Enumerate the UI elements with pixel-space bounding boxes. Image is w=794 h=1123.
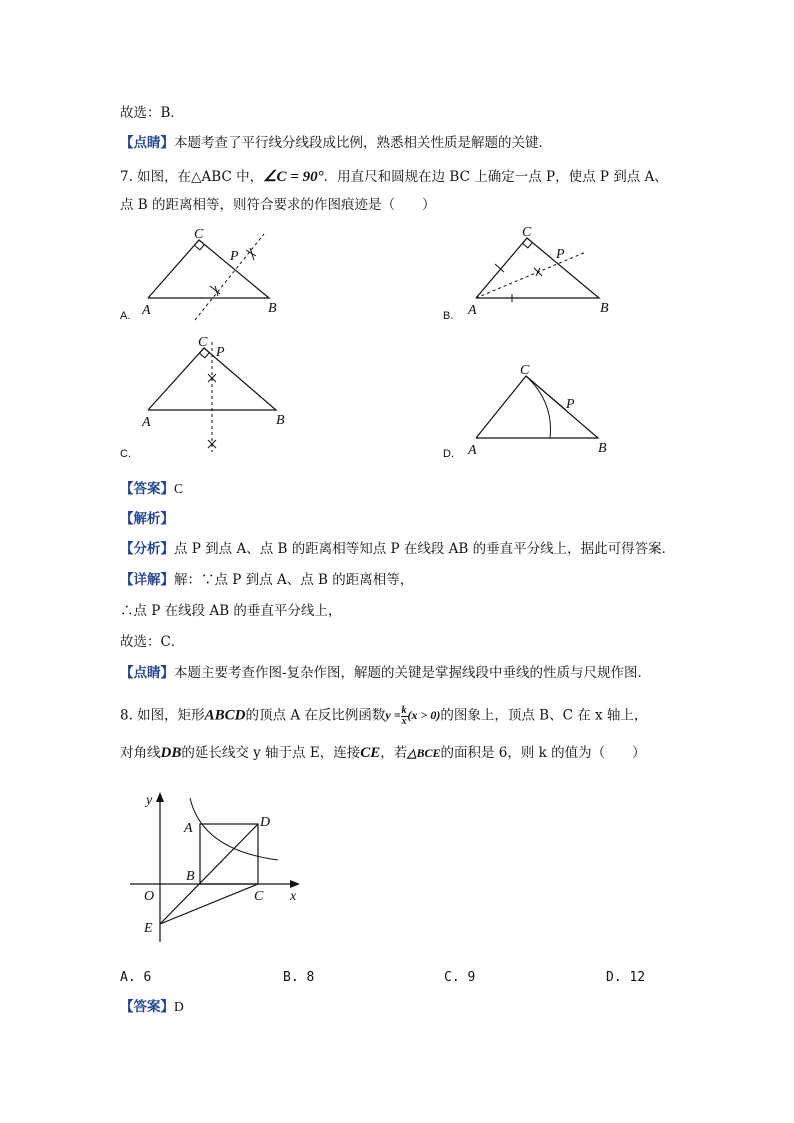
fig-c-label-a: A: [142, 415, 151, 430]
q8-label-b: B: [186, 869, 195, 884]
q8-choice-a: A. 6: [120, 970, 152, 985]
q8-label-y: y: [146, 793, 153, 808]
q7-option-c: C.: [120, 448, 131, 460]
q8-stem-line2: 对角线DB的延长线交 y 轴于点 E，连接CE，若△BCE的面积是 6，则 k 的值为（ ）: [120, 745, 646, 761]
fig-b-label-p: P: [556, 247, 565, 262]
q7-choose-line: 故选：C．: [120, 634, 185, 650]
q7-stem-line1: 7. 如图，在△ABC 中，∠C = 90°．用直尺和圆规在边 BC 上确定一点 P，使点 P 到点 A、: [120, 169, 668, 185]
fig-d-label-a: A: [468, 443, 477, 458]
fig-c-label-p: P: [216, 345, 225, 360]
q7-detail-line: 【详解】解：∵点 P 到点 A、点 B 的距离相等，: [120, 572, 414, 588]
fig-a-label-a: A: [142, 303, 151, 318]
q8-rect-name: ABCD: [204, 707, 246, 724]
q8-answer-line: 【答案】D: [120, 999, 184, 1015]
prev-comment-line: 【点睛】本题考查了平行线分线段成比例，熟悉相关性质是解题的关键．: [120, 135, 552, 151]
q7-answer-line: 【答案】C: [120, 481, 184, 497]
q7-figure-d: [462, 362, 622, 462]
q8-label-d: D: [260, 815, 271, 830]
q7-fenxi-line: 【分析】点 P 到点 A、点 B 的距离相等知点 P 在线段 AB 的垂直平分线上，据此可得答案．: [120, 541, 676, 557]
fig-d-label-b: B: [598, 441, 607, 456]
q8-choice-b: B. 8: [283, 970, 315, 985]
fig-a-label-b: B: [268, 301, 277, 316]
q7-angle-expr: ∠C = 90°: [263, 169, 324, 185]
fig-b-label-a: A: [468, 303, 477, 318]
prev-answer-line: 故选：B．: [120, 105, 184, 121]
q7-figure-b: [462, 224, 622, 324]
fig-b-label-c: C: [522, 225, 532, 240]
fig-d-label-c: C: [520, 363, 530, 378]
q8-label-a: A: [184, 821, 193, 836]
fig-a-label-c: C: [194, 227, 204, 242]
q8-figure: [128, 790, 308, 950]
q8-stem-line1: 8. 如图，矩形ABCD的顶点 A 在反比例函数y = $\frac{k}{x}$ (x > 0)的图象上，顶点 B、C 在 x 轴上，: [120, 705, 648, 727]
fig-b-label-b: B: [600, 301, 609, 316]
q8-label-x: x: [290, 889, 297, 904]
fig-c-label-c: C: [198, 335, 208, 350]
q7-stem-line2: 点 B 的距离相等，则符合要求的作图痕迹是（ ）: [120, 197, 436, 213]
q8-label-e: E: [144, 921, 153, 936]
q7-analysis-line: 【解析】: [120, 511, 174, 527]
q8-label-o: O: [144, 889, 155, 904]
fig-a-label-p: P: [230, 249, 239, 264]
q7-comment-line: 【点睛】本题主要考查作图-复杂作图，解题的关键是掌握线段中垂线的性质与尺规作图．: [120, 665, 652, 681]
q7-option-a: A.: [120, 310, 131, 322]
q7-therefore-line: ∴点 P 在线段 AB 的垂直平分线上，: [120, 603, 342, 619]
fig-d-label-p: P: [566, 397, 575, 412]
q7-figure-c: [140, 334, 300, 464]
q7-option-b: B.: [443, 310, 454, 322]
q8-choice-c: C. 9: [444, 970, 476, 985]
fig-c-label-b: B: [276, 413, 285, 428]
q8-label-c: C: [254, 889, 264, 904]
q8-func: y = $\frac{k}{x}$ (x > 0): [385, 705, 441, 727]
q8-choice-d: D. 12: [606, 970, 646, 985]
q7-figure-a: [140, 226, 300, 326]
q7-option-d: D.: [443, 448, 454, 460]
